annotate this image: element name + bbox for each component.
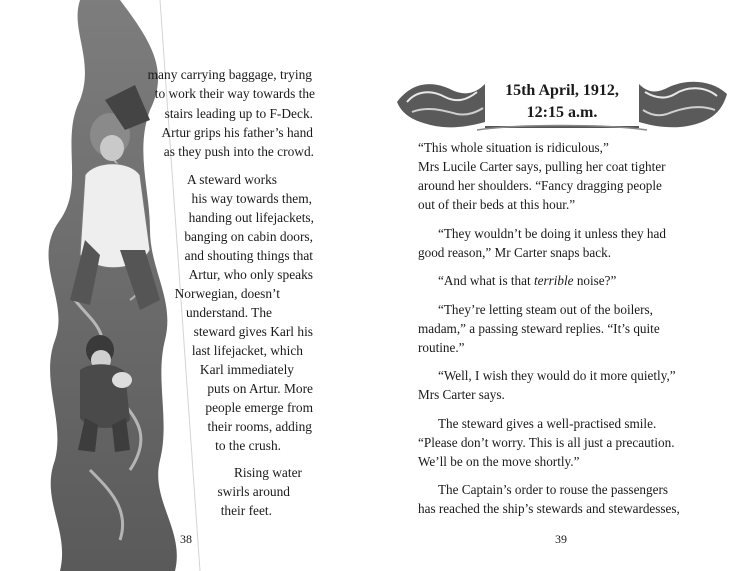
chapter-heading — [397, 72, 727, 134]
text-line: The Captain’s order to rouse the passengers — [438, 482, 668, 497]
text-line: “Please don’t worry. This is all just a precaution. — [418, 434, 675, 450]
text-line: their feet. — [220, 503, 272, 518]
text-line: to the crush. — [215, 438, 281, 453]
text-line: stairs leading up to F-Deck. — [164, 106, 313, 121]
text-line: Norwegian, doesn’t — [174, 286, 280, 301]
heading-date: 15th April, 1912, — [505, 82, 619, 99]
text-line: steward gives Karl his — [193, 324, 313, 339]
text-line: Artur, who only speaks — [188, 267, 313, 282]
text-line: “They’re letting steam out of the boilers, — [438, 301, 653, 317]
text-line: “This whole situation is ridiculous,” — [418, 140, 609, 155]
text-segment: noise?” — [573, 273, 617, 288]
text-line: to work their way towards the — [154, 86, 315, 101]
text-line: madam,” a passing steward replies. “It’s quite — [418, 320, 660, 336]
text-line: their rooms, adding — [207, 419, 312, 434]
text-line: has reached the ship’s stewards and stewardesses, — [418, 501, 680, 516]
text-line: last lifejacket, which — [191, 343, 303, 358]
right-page — [375, 0, 750, 571]
paragraph — [418, 224, 728, 262]
text-line: many carrying baggage, trying — [147, 67, 312, 82]
paragraph — [418, 414, 728, 471]
text-line: Artur grips his father’s hand — [161, 125, 313, 140]
emphasis-text: terrible — [533, 273, 574, 288]
text-line: swirls around — [217, 484, 290, 499]
text-line — [418, 271, 728, 290]
paragraph — [418, 366, 728, 404]
paragraph — [418, 480, 728, 518]
text-line: and shouting things that — [184, 248, 313, 263]
text-line: people emerge from — [205, 400, 313, 415]
text-line: banging on cabin doors, — [184, 229, 313, 244]
text-line: Mrs Lucile Carter says, pulling her coat tighter — [418, 159, 666, 174]
text-line: Karl immediately — [199, 362, 294, 377]
text-segment: “And what is that — [438, 273, 534, 288]
text-line: out of their beds at this hour.” — [418, 197, 576, 212]
right-page-text — [418, 138, 728, 528]
text-line: his way towards them, — [191, 191, 312, 206]
page-number: 39 — [555, 532, 567, 546]
paragraph — [418, 271, 728, 290]
text-line: puts on Artur. More — [207, 381, 313, 396]
text-line: Mrs Carter says. — [418, 387, 505, 402]
text-line: handing out lifejackets, — [188, 210, 314, 225]
text-line: Rising water — [233, 465, 302, 480]
text-line: understand. The — [185, 305, 272, 320]
text-line: The steward gives a well-practised smile. — [438, 415, 657, 431]
chapter-heading-text — [487, 80, 637, 124]
text-line: around her shoulders. “Fancy dragging people — [418, 178, 662, 193]
heading-time: 12:15 a.m. — [526, 104, 598, 121]
text-line: routine.” — [418, 339, 465, 355]
text-line: as they push into the crowd. — [163, 144, 314, 159]
text-line: We’ll be on the move shortly.” — [418, 453, 580, 469]
text-line: “They wouldn’t be doing it unless they had — [438, 225, 666, 241]
page-number: 38 — [180, 532, 192, 546]
text-line: “Well, I wish they would do it more quietly,” — [438, 368, 676, 383]
text-line: good reason,” Mr Carter snaps back. — [418, 244, 611, 260]
paragraph — [418, 300, 728, 357]
paragraph — [418, 138, 728, 214]
text-line: A steward works — [186, 172, 277, 187]
